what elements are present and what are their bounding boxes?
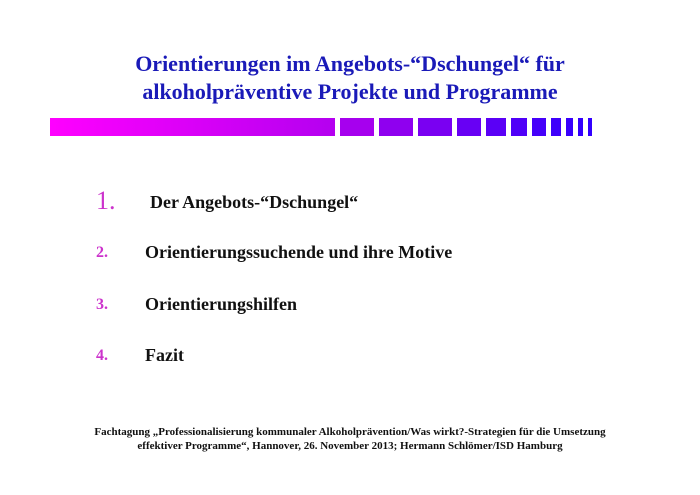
footer-line-1: Fachtagung „Professionalisierung kommunaler Alkoholprävention/Was wirkt?-Strategien für die Umsetzung: [94, 426, 606, 438]
agenda-label: Orientierungshilfen: [145, 294, 297, 314]
agenda-label: Fazit: [145, 345, 184, 365]
agenda-number: 1.: [96, 186, 116, 215]
agenda-label: Orientierungssuchende und ihre Motive: [145, 242, 453, 262]
slide-title-line-2: alkoholpräventive Projekte und Programme: [142, 79, 558, 104]
agenda-item: [0, 290, 700, 320]
agenda-label: Der Angebots-“Dschungel“: [150, 192, 359, 212]
agenda-item: [0, 186, 700, 216]
agenda-number: 3.: [96, 296, 108, 313]
footer-line-2: effektiver Programme“, Hannover, 26. November 2013; Hermann Schlömer/ISD Hamburg: [137, 440, 563, 452]
agenda-item: [0, 238, 700, 268]
agenda-number: 4.: [96, 347, 108, 364]
slide-footer: [0, 425, 700, 453]
agenda-number: 2.: [96, 244, 108, 261]
agenda-item: [0, 341, 700, 371]
slide-title-line-1: Orientierungen im Angebots-“Dschungel“ für: [135, 51, 565, 76]
